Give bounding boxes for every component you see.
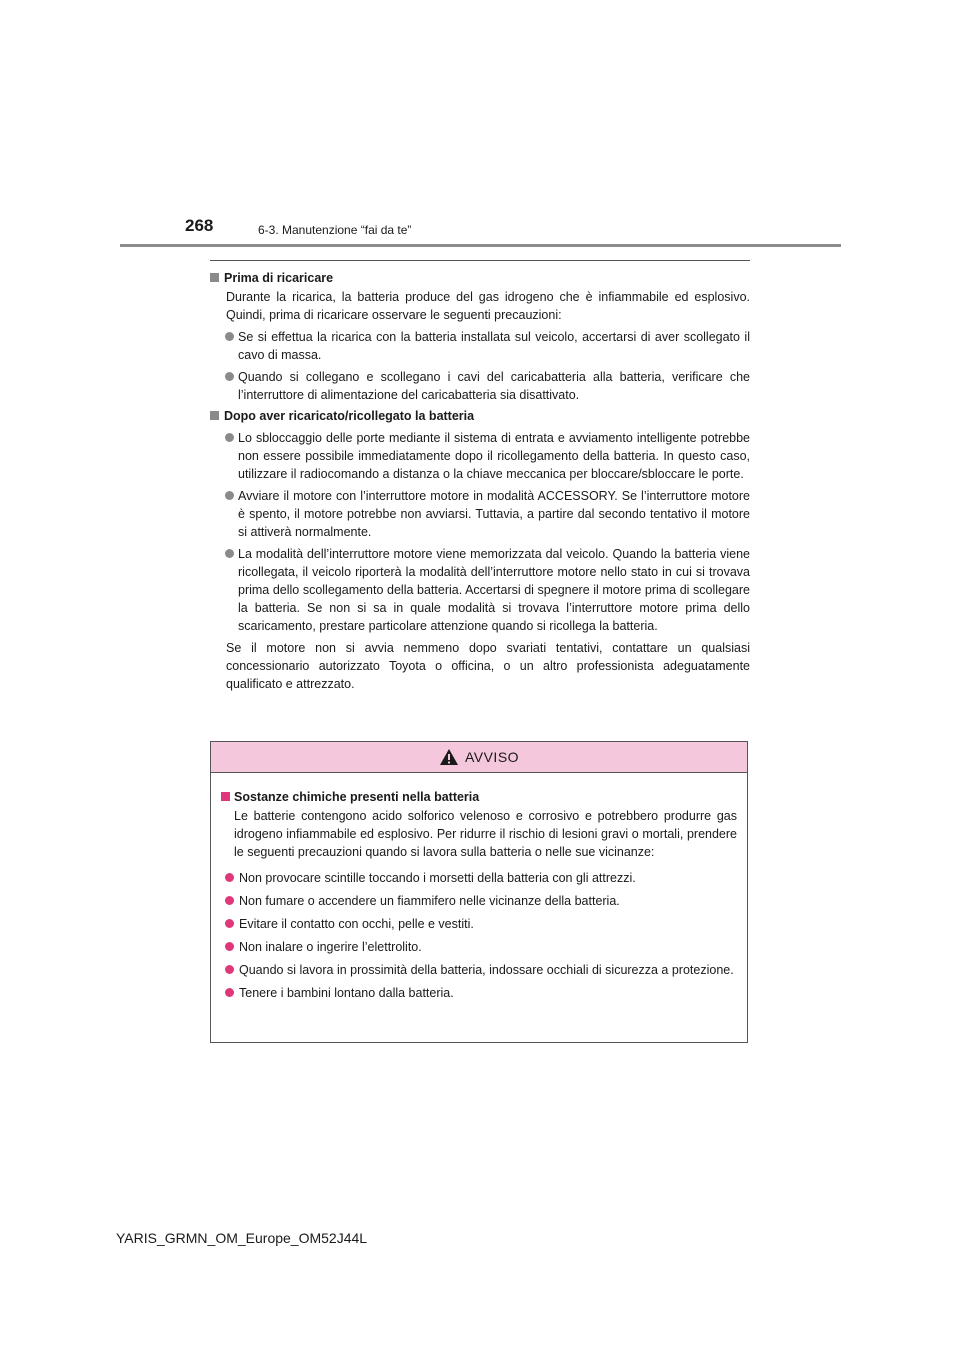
warning-box — [210, 741, 748, 1043]
circle-bullet-icon — [225, 491, 234, 500]
footer-code: YARIS_GRMN_OM_Europe_OM52J44L — [116, 1230, 368, 1246]
warning-body — [211, 773, 747, 1002]
square-bullet-icon — [210, 273, 219, 282]
circle-bullet-icon — [225, 433, 234, 442]
section-heading: Prima di ricaricare — [210, 269, 750, 287]
circle-bullet-icon — [225, 549, 234, 558]
circle-bullet-icon — [225, 896, 234, 905]
square-bullet-icon — [221, 792, 230, 801]
warning-intro: Le batterie contengono acido solforico velenoso e corrosivo e potrebbero produrre gas idrogeno infiammabile ed esplosivo. Per ridurre il rischio di lesioni gravi o mortali, prendere le seguenti precauzioni quando si lavora sulla batteria o nelle sue vicinanze: — [234, 809, 737, 859]
warning-bullet: Non inalare o ingerire l’elettrolito. — [221, 938, 737, 956]
warning-header — [211, 742, 747, 773]
content-rule — [210, 260, 750, 261]
section-heading: Dopo aver ricaricato/ricollegato la batteria — [210, 407, 750, 425]
circle-bullet-icon — [225, 332, 234, 341]
bullet-item: Lo sbloccaggio delle porte mediante il sistema di entrata e avviamento intelligente potrebbe non essere possibile immediatamente dopo il ricollegamento della batteria. In questo caso, utilizzare il radiocomando a distanza o la chiave meccanica per bloccare/sbloccare le porte. — [210, 429, 750, 483]
warning-bullet: Non fumare o accendere un fiammifero nelle vicinanze della batteria. — [221, 892, 737, 910]
paragraph: Se il motore non si avvia nemmeno dopo svariati tentativi, contattare un qualsiasi concessionario autorizzato Toyota o officina, o un altro professionista adeguatamente qualificato e attrezzato. — [226, 641, 750, 691]
warning-bullet: Non provocare scintille toccando i morsetti della batteria con gli attrezzi. — [221, 869, 737, 887]
warning-triangle-icon — [439, 748, 459, 766]
warning-bullet: Quando si lavora in prossimità della batteria, indossare occhiali di sicurezza a protezione. — [221, 961, 737, 979]
warning-bullet: Evitare il contatto con occhi, pelle e vestiti. — [221, 915, 737, 933]
circle-bullet-icon — [225, 942, 234, 951]
main-content — [210, 266, 750, 693]
circle-bullet-icon — [225, 372, 234, 381]
circle-bullet-icon — [225, 988, 234, 997]
bullet-item: Se si effettua la ricarica con la batteria installata sul veicolo, accertarsi di aver scollegato il cavo di massa. — [210, 328, 750, 364]
warning-title: AVVISO — [464, 749, 520, 765]
circle-bullet-icon — [225, 873, 234, 882]
warning-heading: Sostanze chimiche presenti nella batteria — [221, 788, 737, 806]
header-rule — [120, 244, 841, 247]
square-bullet-icon — [210, 411, 219, 420]
warning-bullet: Tenere i bambini lontano dalla batteria. — [221, 984, 737, 1002]
paragraph: Durante la ricarica, la batteria produce del gas idrogeno che è infiammabile ed esplosivo. Quindi, prima di ricaricare osservare le seguenti precauzioni: — [226, 290, 750, 322]
circle-bullet-icon — [225, 919, 234, 928]
page-number: 268 — [185, 216, 214, 235]
bullet-item: Quando si collegano e scollegano i cavi del caricabatteria alla batteria, verificare che l’interruttore di alimentazione del caricabatteria sia disattivato. — [210, 368, 750, 404]
bullet-item: Avviare il motore con l’interruttore motore in modalità ACCESSORY. Se l’interruttore motore è spento, il motore potrebbe non avviarsi. Tuttavia, a partire dal secondo tentativo il motore si attiverà normalmente. — [210, 487, 750, 541]
bullet-item: La modalità dell’interruttore motore viene memorizzata dal veicolo. Quando la batteria viene ricollegata, il veicolo riporterà la modalità dell’interruttore motore nello stato in cui si trovava prima dello scollegamento della batteria. Accertarsi di spegnere il motore prima di scollegare la batteria. Se non si sa in quale modalità si trovava l’interruttore motore prima dello scaricamento, prestare particolare attenzione quando si ricollega la batteria. — [210, 545, 750, 635]
circle-bullet-icon — [225, 965, 234, 974]
section-title: 6-3. Manutenzione “fai da te” — [258, 223, 412, 237]
